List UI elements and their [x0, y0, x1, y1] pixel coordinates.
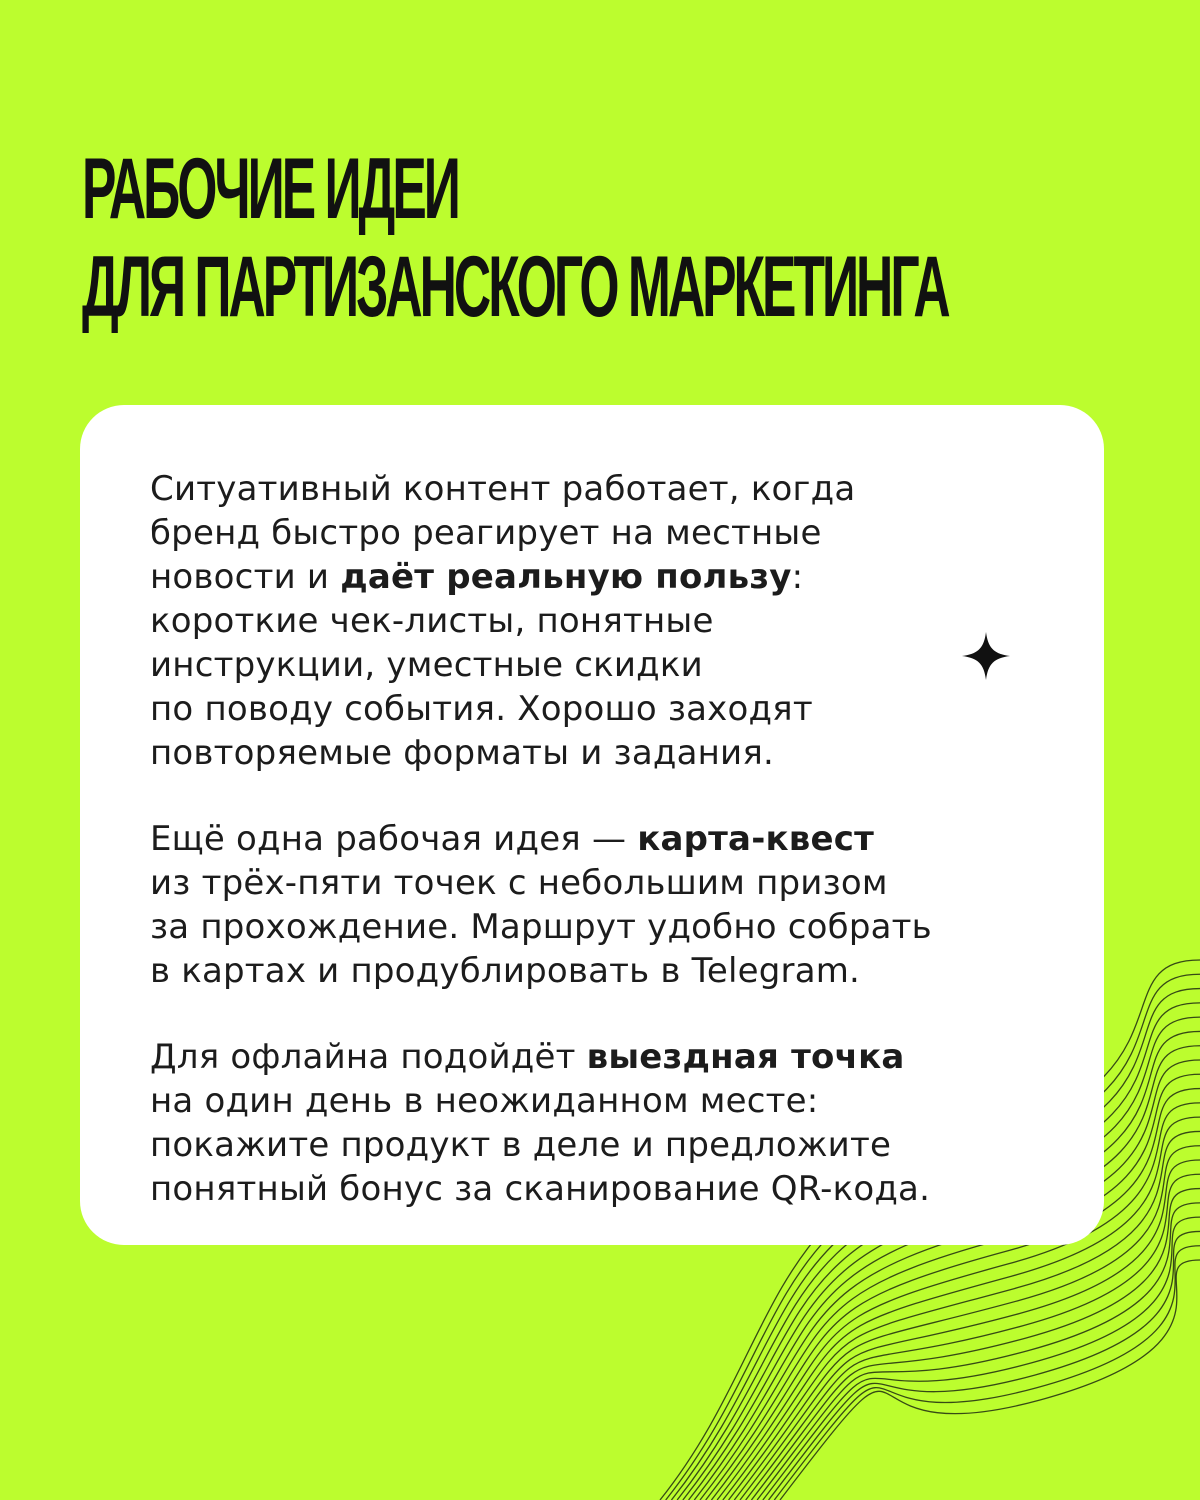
- highlight-text: даёт реальную пользу: [340, 557, 792, 597]
- title-line-2: ДЛЯ ПАРТИЗАНСКОГО МАРКЕТИНГА: [82, 239, 948, 335]
- paragraph-map-quest: [150, 817, 1044, 993]
- title-line-1: РАБОЧИЕ ИДЕИ: [82, 141, 458, 237]
- highlight-text: выездная точка: [586, 1037, 905, 1077]
- four-point-star-icon: [960, 630, 1012, 682]
- paragraph-text: : короткие чек-листы, понятные инструкции, уместные скидки по поводу события. Хорошо заходят повторяемые форматы и задания.: [150, 557, 813, 773]
- page-title: [82, 140, 948, 336]
- wave-line: [757, 1203, 1200, 1500]
- paragraph-text: из трёх-пяти точек с небольшим призом за прохождение. Маршрут удобно собрать в картах и продублировать в Telegram.: [150, 863, 932, 991]
- paragraph-text: Ещё одна рабочая идея —: [150, 819, 638, 859]
- paragraph-text: Ситуативный контент работает, когда бренд быстро реагирует на местные новости и: [150, 469, 856, 597]
- paragraph-text: на один день в неожиданном месте: покажите продукт в деле и предложите понятный бонус за сканирование QR-кода.: [150, 1081, 931, 1209]
- paragraph-situational-content: [150, 467, 1044, 775]
- highlight-text: карта-квест: [637, 819, 875, 859]
- paragraph-offline-point: [150, 1035, 1044, 1211]
- content-card: [80, 405, 1104, 1245]
- paragraph-text: Для офлайна подойдёт: [150, 1037, 587, 1077]
